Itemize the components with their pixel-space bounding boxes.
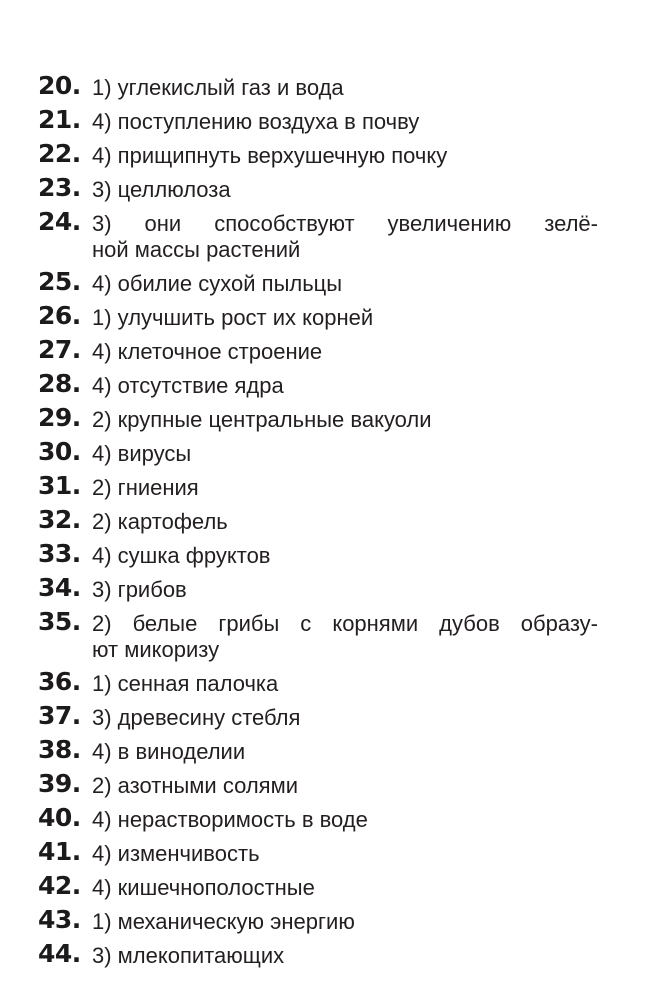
answer-text [92,669,598,697]
answer-text-line: 3) грибов [92,577,187,602]
answer-number: 29. [38,403,81,432]
answer-text [92,771,598,799]
answer-text-line: 3) древесину стебля [92,705,301,730]
answer-text-line: 2) белые грибы с корнями дубов образу- [92,611,598,636]
answer-text-line: 4) отсутствие ядра [92,373,284,398]
answer-number: 24. [38,207,81,236]
answer-text-line: 3) они способствуют увеличению зелё- [92,211,598,236]
answer-item [38,473,598,501]
answer-number: 22. [38,139,81,168]
answer-text [92,175,598,203]
answer-item [38,771,598,799]
answer-number: 30. [38,437,81,466]
answer-item [38,703,598,731]
answer-item [38,737,598,765]
answer-item [38,941,598,969]
answer-text [92,839,598,867]
answer-text [92,507,598,535]
answer-number: 20. [38,71,81,100]
answer-text-line: 1) механическую энергию [92,909,355,934]
answer-number: 38. [38,735,81,764]
answer-text-line: 1) улучшить рост их корней [92,305,374,330]
answer-item [38,337,598,365]
answer-number: 26. [38,301,81,330]
answer-number: 28. [38,369,81,398]
answer-text-line: 4) в виноделии [92,739,246,764]
answer-text [92,873,598,901]
answer-item [38,669,598,697]
answer-number: 42. [38,871,81,900]
answer-text [92,805,598,833]
answer-text [92,907,598,935]
answer-number: 25. [38,267,81,296]
answer-text-line: 3) млекопитающих [92,943,285,968]
answer-list [38,73,598,975]
answer-number: 27. [38,335,81,364]
answer-text-line: 1) углекислый газ и вода [92,75,344,100]
answer-text-line: 4) поступлению воздуха в почву [92,109,420,134]
answer-text-line: 2) крупные центральные вакуоли [92,407,432,432]
answer-number: 32. [38,505,81,534]
answer-text-line: 4) прищипнуть верхушечную почку [92,143,448,168]
answer-text-line: 4) кишечнополостные [92,875,315,900]
answer-item [38,805,598,833]
answer-text [92,73,598,101]
answer-number: 41. [38,837,81,866]
answer-text [92,269,598,297]
answer-item [38,439,598,467]
answer-item [38,175,598,203]
answer-text-line: 2) картофель [92,509,228,534]
answer-text [92,303,598,331]
answer-item [38,541,598,569]
answer-item [38,405,598,433]
answer-text [92,209,598,263]
answer-text-line: 4) сушка фруктов [92,543,271,568]
answer-text-line: ной массы растений [92,237,301,262]
answer-text [92,703,598,731]
answer-number: 43. [38,905,81,934]
answer-text-line: 1) сенная палочка [92,671,279,696]
answer-item [38,269,598,297]
answer-number: 33. [38,539,81,568]
answer-number: 21. [38,105,81,134]
answer-item [38,303,598,331]
answer-number: 39. [38,769,81,798]
answer-number: 23. [38,173,81,202]
answer-text [92,371,598,399]
answer-text-line: 4) нерастворимость в воде [92,807,368,832]
answer-text [92,141,598,169]
answer-item [38,209,598,263]
answer-item [38,73,598,101]
answer-item [38,371,598,399]
answer-item [38,141,598,169]
answer-item [38,575,598,603]
answer-text [92,737,598,765]
answer-text-line: 3) целлюлоза [92,177,231,202]
answer-text-line: 4) вирусы [92,441,192,466]
answer-text [92,941,598,969]
answer-text-line: 4) клеточное строение [92,339,323,364]
answer-text-line: ют микоризу [92,637,220,662]
answer-text [92,337,598,365]
answer-item [38,839,598,867]
answer-text [92,473,598,501]
answer-item [38,107,598,135]
answer-text [92,609,598,663]
answer-text [92,541,598,569]
answer-number: 35. [38,607,81,636]
answer-text-line: 2) гниения [92,475,199,500]
answer-text [92,575,598,603]
answer-number: 40. [38,803,81,832]
answer-text-line: 4) изменчивость [92,841,260,866]
answer-text [92,107,598,135]
answer-number: 31. [38,471,81,500]
answer-number: 36. [38,667,81,696]
answer-item [38,609,598,663]
answer-number: 44. [38,939,81,968]
answer-text [92,405,598,433]
answer-item [38,907,598,935]
answer-text-line: 4) обилие сухой пыльцы [92,271,343,296]
answer-item [38,873,598,901]
answer-text-line: 2) азотными солями [92,773,298,798]
answer-number: 34. [38,573,81,602]
answer-item [38,507,598,535]
answer-number: 37. [38,701,81,730]
answer-text [92,439,598,467]
